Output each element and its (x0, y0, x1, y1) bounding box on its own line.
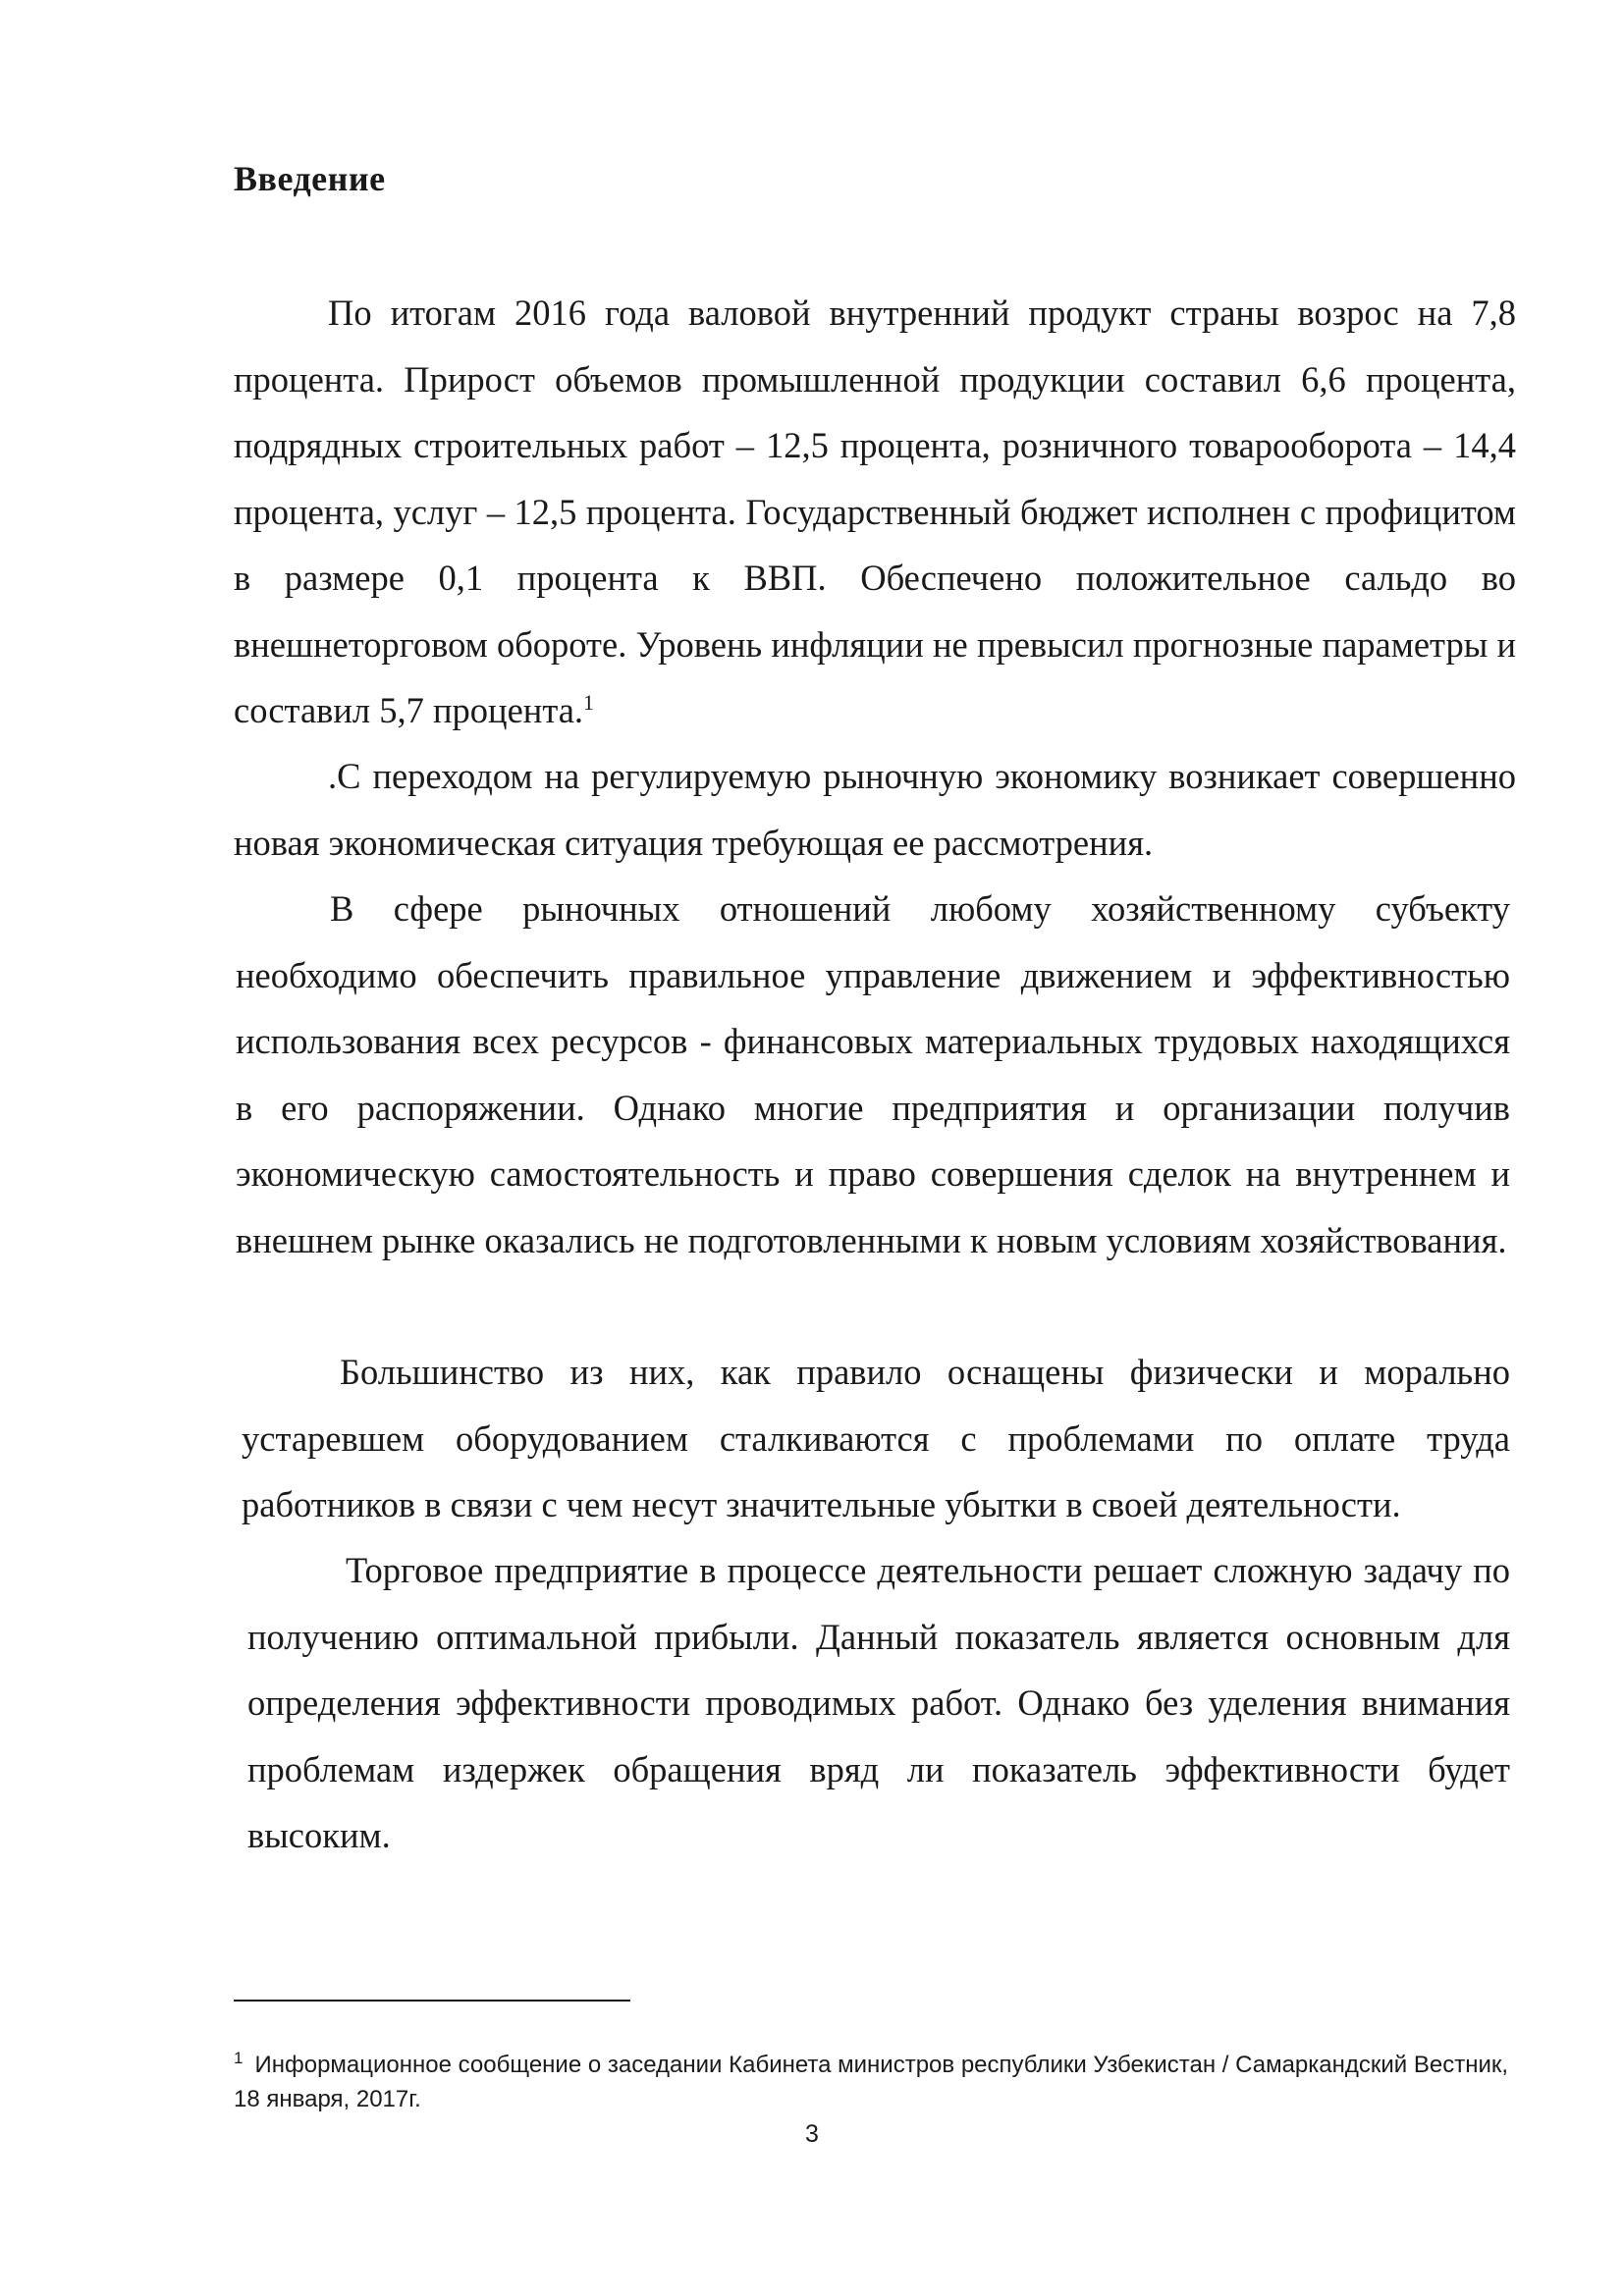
paragraph-text: По итогам 2016 года валовой внутренний продукт страны возрос на 7,8 процента. Прирост объемов промышленной продукции составил 6,6 процента, подрядных строительных работ – 12,5 процента, розничного товарооборота – 14,4 процента, услуг – 12,5 процента. Государственный бюджет исполнен с профицитом в размере 0,1 процента к ВВП. Обеспечено положительное сальдо во внешнеторговом обороте. Уровень инфляции не превысил прогнозные параметры и составил 5,7 процента. (234, 293, 1516, 730)
paragraph-market-transition (234, 743, 1516, 876)
paragraph-text: .С переходом на регулируемую рыночную экономику возникает совершенно новая экономическая ситуация требующая ее рассмотрения. (234, 756, 1516, 863)
paragraph-text: Большинство из них, как правило оснащены физически и морально устаревшем оборудованием сталкиваются с проблемами по оплате труда работников в связи с чем несут значительные убытки в своей деятельности. (242, 1352, 1510, 1524)
paragraph-economic-results (234, 280, 1516, 744)
section-heading: Введение (234, 159, 386, 198)
paragraph-resource-management (236, 876, 1510, 1273)
footnote-text: Информационное сообщение о заседании Кабинета министров республики Узбекистан / Самаркандский Вестник, 18 января, 2017г. (234, 2052, 1509, 2112)
footnote-reference[interactable]: 1 (583, 689, 595, 715)
page-number: 3 (805, 2120, 819, 2148)
paragraph-trade-enterprise (247, 1537, 1510, 1869)
footnote (234, 2048, 1516, 2116)
footnote-separator (234, 2000, 630, 2002)
paragraph-outdated-equipment (242, 1339, 1510, 1538)
footnote-marker: 1 (234, 2049, 244, 2067)
paragraph-text: В сфере рыночных отношений любому хозяйственному субъекту необходимо обеспечить правильное управление движением и эффективностью использования всех ресурсов - финансовых материальных трудовых находящихся в его распоряжении. Однако многие предприятия и организации получив экономическую самостоятельность и право совершения сделок на внутреннем и внешнем рынке оказались не подготовленными к новым условиям хозяйствования. (236, 888, 1510, 1260)
paragraph-text: Торговое предприятие в процессе деятельности решает сложную задачу по получению оптимальной прибыли. Данный показатель является основным для определения эффективности проводимых работ. Однако без уделения внимания проблемам издержек обращения вряд ли показатель эффективности будет высоким. (247, 1550, 1510, 1855)
